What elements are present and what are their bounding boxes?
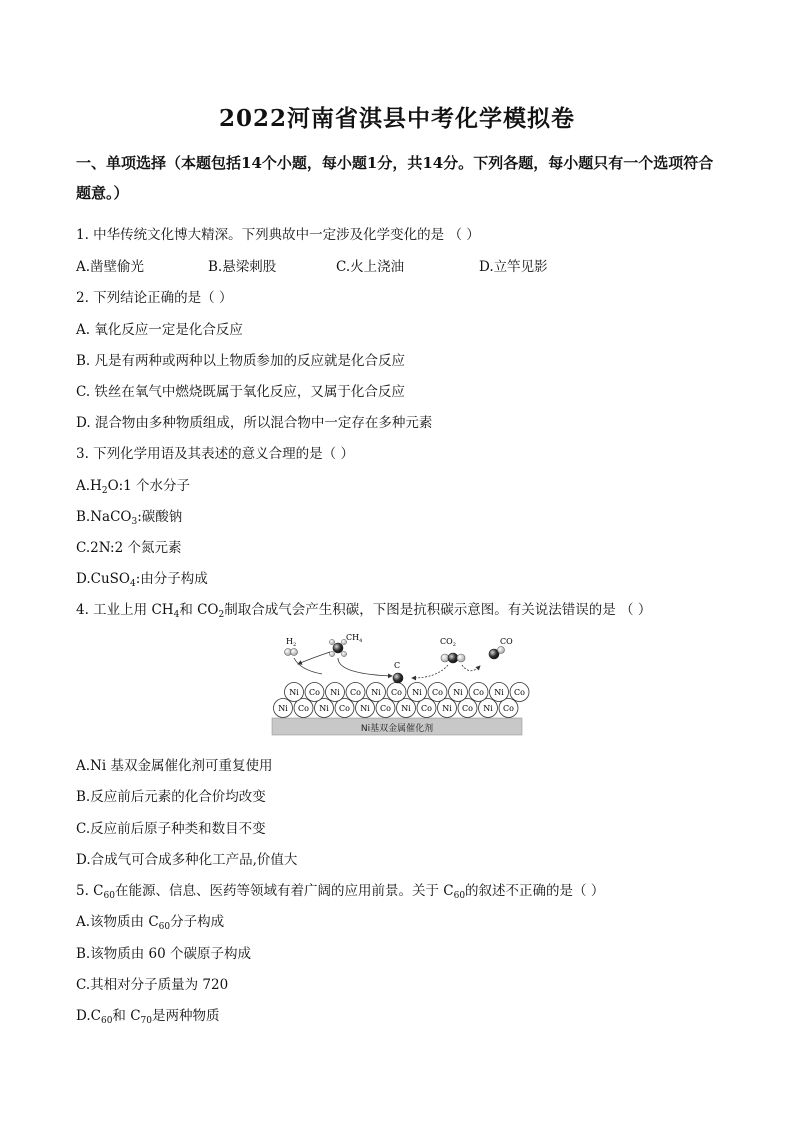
atom-label: Co [503, 704, 514, 713]
atom-label: Ni [494, 688, 504, 697]
atom-label: Ni [360, 704, 370, 713]
atom-label: Ni [319, 704, 329, 713]
anti-carbon-deposition-diagram [272, 628, 525, 736]
atom-label: Co [421, 704, 432, 713]
atom-label: Co [309, 688, 320, 697]
q3-option-c: C.2N:2 个氮元素 [76, 540, 182, 556]
q2-option-b: B. 凡是有两种或两种以上物质参加的反应就是化合反应 [76, 353, 406, 369]
q2-option-c: C. 铁丝在氧气中燃烧既属于氧化反应，又属于化合反应 [76, 384, 405, 400]
atom-label: Ni [483, 704, 493, 713]
atom-label: Co [514, 688, 525, 697]
q1-option-d: D.立竿见影 [479, 259, 548, 275]
section-heading: 一、单项选择（本题包括14个小题，每小题1分，共14分。下列各题，每小题只有一个选项符合题意。） [76, 154, 714, 202]
ch4-label: $CH_4$ [346, 633, 363, 644]
q5-option-b: B.该物质由 60 个碳原子构成 [76, 946, 251, 962]
q3-option-d: D.CuSO$_4$:由分子构成 [76, 571, 208, 589]
q1-option-a: A.凿壁偷光 [76, 259, 145, 275]
arrow-to-h2 [298, 652, 330, 664]
q1-option-b: B.悬梁刺股 [208, 259, 277, 275]
atom-label: Ni [371, 688, 381, 697]
co2-molecule-icon [448, 653, 458, 663]
question-4-stem: 4. 工业上用 $CH_4$和 $CO_2$制取合成气会产生积碳，下图是抗积碳示意图。有关说法错误的是 （ ） [76, 602, 652, 620]
question-3-stem: 3. 下列化学用语及其表述的意义合理的是（ ） [76, 446, 354, 462]
q3-option-b: B.NaCO$_3$:碳酸钠 [76, 509, 183, 527]
atom-label: Ni [442, 704, 452, 713]
arrow-co2-to-surface [412, 665, 448, 678]
atom-label: Co [462, 704, 473, 713]
q5-option-d: $D.C_{60}$和 $C_{70}$是两种物质 [76, 1008, 220, 1026]
co2-label: $CO_2$ [440, 637, 456, 648]
atom-label: Co [380, 704, 391, 713]
h2-label: $H_2$ [286, 637, 297, 648]
q3-option-a: $A.H_2O:1$ 个水分子 [76, 478, 191, 496]
question-1-options [76, 255, 548, 275]
carbon-label: C [394, 661, 401, 670]
atom-label: Co [473, 688, 484, 697]
question-2-stem: 2. 下列结论正确的是（ ） [76, 290, 233, 306]
atom-label: Co [432, 688, 443, 697]
atom-label: Ni [412, 688, 422, 697]
q4-option-c: C.反应前后原子种类和数目不变 [76, 821, 266, 837]
atom-label: Co [350, 688, 361, 697]
ch4-molecule-icon [333, 643, 343, 653]
atom-label: Co [298, 704, 309, 713]
atom-label: Ni [401, 704, 411, 713]
atom-label: Ni [330, 688, 340, 697]
q2-option-a: A. 氧化反应一定是化合反应 [76, 322, 243, 338]
carbon-atom-icon [393, 673, 403, 683]
question-5-stem: 5. $C_{60}$在能源、信息、医药等领域有着广阔的应用前景。关于 $C_{60}$的叙述不正确的是（ ） [76, 883, 605, 901]
q4-option-d: D.合成气可合成多种化工产品,价值大 [76, 852, 298, 868]
arrow-to-carbon [338, 658, 392, 676]
atom-label: Co [339, 704, 350, 713]
h-atom-icon [291, 649, 298, 656]
q2-option-d: D. 混合物由多种物质组成，所以混合物中一定存在多种元素 [76, 415, 433, 431]
q5-option-c: C.其相对分子质量为 720 [76, 977, 229, 993]
arrow-to-co [462, 665, 480, 671]
co-label: CO [500, 637, 513, 646]
catalyst-diagram-svg [272, 628, 525, 736]
q5-option-a: A.该物质由 $C_{60}$分子构成 [76, 914, 225, 932]
atom-label: Co [391, 688, 402, 697]
q4-option-b: B.反应前后元素的化合价均改变 [76, 789, 266, 805]
q1-option-c: C.火上浇油 [336, 259, 405, 275]
q4-option-a: A.Ni 基双金属催化剂可重复使用 [76, 758, 273, 774]
atom-label: Ni [289, 688, 299, 697]
page-title: 2022河南省淇县中考化学模拟卷 [218, 105, 575, 132]
atom-label: Ni [453, 688, 463, 697]
question-1-stem: 1. 中华传统文化博大精深。下列典故中一定涉及化学变化的是 （ ） [76, 227, 480, 243]
catalyst-base-label: Ni基双金属催化剂 [360, 724, 434, 734]
atom-label: Ni [278, 704, 288, 713]
